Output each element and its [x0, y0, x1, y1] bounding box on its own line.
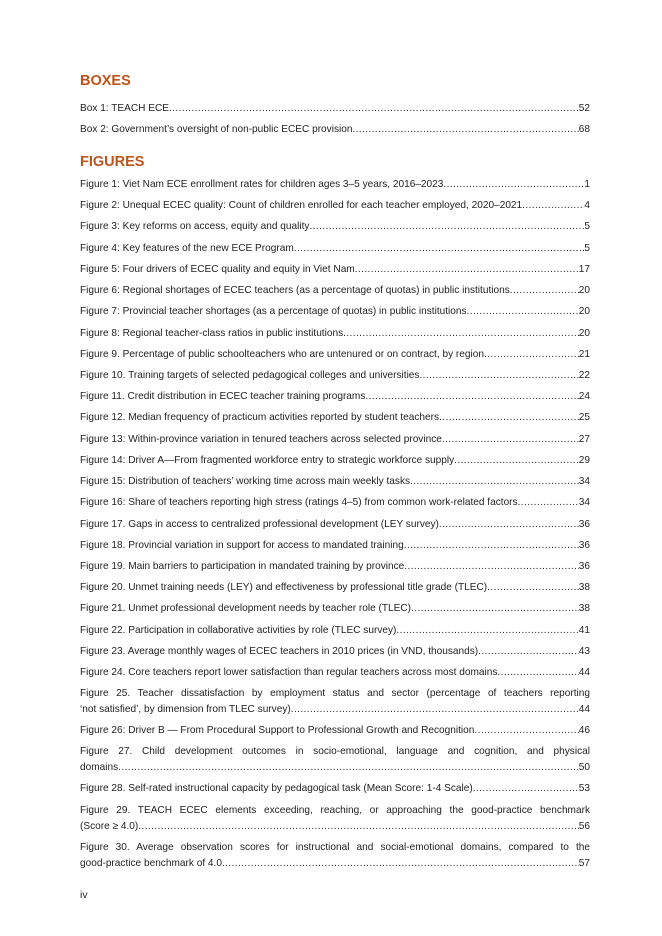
dot-leader	[419, 368, 578, 383]
toc-entry-page: 56	[578, 820, 590, 832]
toc-entry-page: 5	[584, 221, 590, 233]
dot-leader	[365, 389, 578, 404]
toc-entry-label: Figure 13: Within-province variation in tenured teachers across selected province	[80, 433, 442, 445]
dot-leader	[294, 241, 585, 256]
toc-entry-label: Figure 2: Unequal ECEC quality: Count of children enrolled for each teacher employed, 2020–2021	[80, 200, 523, 212]
toc-entry-label: Figure 20. Unmet training needs (LEY) and effectiveness by professional title grade (TLEC)	[80, 582, 488, 594]
toc-entry-label: Figure 5: Four drivers of ECEC quality and equity in Viet Nam	[80, 263, 355, 275]
boxes-list	[80, 101, 590, 143]
toc-entry-label: Figure 15: Distribution of teachers’ working time across main weekly tasks	[80, 476, 411, 488]
dot-leader	[439, 517, 579, 532]
dot-leader	[454, 453, 579, 468]
toc-entry[interactable]	[80, 283, 590, 298]
toc-entry[interactable]	[80, 744, 590, 775]
toc-entry-label: Figure 11. Credit distribution in ECEC teacher training programs	[80, 391, 366, 403]
toc-entry-label: Figure 8: Regional teacher-class ratios in public institutions	[80, 327, 344, 339]
toc-entry-page: 5	[584, 242, 590, 254]
dot-leader	[518, 495, 579, 510]
dot-leader	[410, 474, 579, 489]
dot-leader	[510, 283, 579, 298]
dot-leader	[352, 122, 578, 137]
toc-entry-label: Box 1: TEACH ECE	[80, 103, 170, 114]
toc-entry-label-continued: domains	[80, 762, 119, 774]
toc-entry-page: 38	[578, 582, 590, 594]
toc-entry-label: Figure 1: Viet Nam ECE enrollment rates for children ages 3–5 years, 2016–2023	[80, 179, 444, 190]
toc-entry-page: 4	[584, 200, 590, 212]
toc-entry[interactable]	[80, 644, 590, 659]
toc-entry-label: Figure 7: Provincial teacher shortages (as a percentage of quotas) in public institutions	[80, 306, 467, 318]
dot-leader	[474, 723, 578, 738]
toc-entry-page: 20	[578, 285, 590, 297]
toc-entry[interactable]	[80, 559, 590, 574]
dot-leader	[478, 644, 579, 659]
toc-entry-label: Figure 25. Teacher dissatisfaction by employment status and sector (percentage of teachers reporting	[80, 688, 590, 700]
toc-entry-label: Figure 23. Average monthly wages of ECEC teachers in 2010 prices (in VND, thousands)	[80, 645, 479, 657]
toc-entry[interactable]	[80, 538, 590, 553]
toc-entry-label: Figure 29. TEACH ECEC elements exceeding, reaching, or approaching the good-practice benchmark	[80, 804, 590, 816]
toc-entry-label: Figure 10. Training targets of selected pedagogical colleges and universities	[80, 369, 420, 381]
toc-entry-label: Figure 30. Average observation scores for instructional and social-emotional domains, compared to the	[80, 841, 590, 853]
toc-entry[interactable]	[80, 347, 590, 362]
toc-entry-label: Figure 18. Provincial variation in support for access to mandated training	[80, 539, 404, 551]
toc-entry-page: 41	[578, 624, 590, 636]
toc-entry[interactable]	[80, 262, 590, 277]
toc-entry-label: Figure 19. Main barriers to participation in mandated training by province	[80, 560, 405, 572]
toc-entry[interactable]	[80, 410, 590, 425]
toc-entry-page: 22	[578, 369, 590, 381]
toc-entry-label: Figure 14: Driver A—From fragmented workforce entry to strategic workforce supply	[80, 454, 455, 466]
dot-leader	[439, 410, 579, 425]
toc-entry[interactable]	[80, 580, 590, 595]
dot-leader	[222, 856, 579, 872]
toc-entry-page: 52	[578, 103, 590, 114]
toc-entry[interactable]	[80, 803, 590, 834]
toc-entry-page: 50	[578, 762, 590, 774]
toc-entry-label: Figure 21. Unmet professional development needs by teacher role (TLEC)	[80, 603, 412, 615]
toc-entry-label-continued: good-practice benchmark of 4.0	[80, 857, 222, 869]
toc-entry-page: 29	[578, 454, 590, 466]
dot-leader	[118, 760, 579, 776]
toc-entry-page: 46	[578, 725, 590, 737]
dot-leader	[291, 702, 579, 718]
boxes-heading: BOXES	[80, 73, 131, 89]
dot-leader	[138, 819, 578, 835]
toc-entry-page: 27	[578, 433, 590, 445]
figures-heading: FIGURES	[80, 154, 145, 170]
toc-entry[interactable]	[80, 389, 590, 404]
toc-entry[interactable]	[80, 304, 590, 319]
toc-entry-label-continued: (Score ≥ 4.0)	[80, 820, 139, 832]
dot-leader	[355, 262, 579, 277]
toc-entry-page: 44	[578, 704, 590, 716]
toc-entry[interactable]	[80, 326, 590, 341]
dot-leader	[169, 101, 579, 116]
toc-entry[interactable]	[80, 840, 590, 871]
toc-entry-label: Box 2: Government’s oversight of non-public ECEC provision	[80, 124, 353, 136]
toc-entry[interactable]	[80, 623, 590, 638]
toc-entry-page: 57	[578, 857, 590, 869]
toc-entry-label: Figure 16: Share of teachers reporting high stress (ratings 4–5) from common work-related factors	[80, 497, 518, 509]
dot-leader	[467, 304, 579, 319]
toc-entry-page: 34	[578, 476, 590, 488]
toc-entry[interactable]	[80, 219, 590, 234]
toc-entry-page: 1	[584, 179, 590, 190]
toc-entry[interactable]	[80, 495, 590, 510]
figures-list	[80, 177, 590, 877]
dot-leader	[484, 347, 579, 362]
toc-entry-page: 36	[578, 560, 590, 572]
toc-entry-label: Figure 12. Median frequency of practicum activities reported by student teachers	[80, 412, 440, 424]
toc-entry-page: 21	[578, 348, 590, 360]
toc-entry-page: 25	[578, 412, 590, 424]
toc-entry-page: 34	[578, 497, 590, 509]
toc-entry-page: 43	[578, 645, 590, 657]
toc-entry-label-continued: ‘not satisfied’, by dimension from TLEC survey)	[80, 704, 291, 716]
toc-entry-page: 68	[578, 124, 590, 136]
toc-entry-label: Figure 17. Gaps in access to centralized professional development (LEY survey)	[80, 518, 439, 530]
toc-entry[interactable]	[80, 432, 590, 447]
toc-entry[interactable]	[80, 781, 590, 796]
toc-entry-page: 24	[578, 391, 590, 403]
dot-leader	[442, 432, 579, 447]
toc-entry-page: 20	[578, 306, 590, 318]
toc-entry[interactable]	[80, 517, 590, 532]
dot-leader	[404, 538, 579, 553]
toc-entry[interactable]	[80, 686, 590, 717]
toc-entry-label: Figure 9. Percentage of public schoolteachers who are untenured or on contract, by region	[80, 348, 484, 360]
dot-leader	[343, 326, 579, 341]
toc-entry[interactable]	[80, 723, 590, 738]
toc-entry-page: 36	[578, 518, 590, 530]
toc-entry[interactable]	[80, 122, 590, 137]
dot-leader	[404, 559, 578, 574]
toc-entry-page: 17	[578, 263, 590, 275]
page-number: iv	[80, 889, 88, 901]
dot-leader	[522, 198, 584, 213]
toc-entry-label: Figure 24. Core teachers report lower satisfaction than regular teachers across most domains	[80, 667, 498, 679]
toc-entry[interactable]	[80, 198, 590, 213]
toc-entry-page: 53	[578, 783, 590, 795]
dot-leader	[487, 580, 579, 595]
toc-entry-label: Figure 4: Key features of the new ECE Program	[80, 242, 294, 254]
dot-leader	[443, 177, 584, 192]
toc-entry[interactable]	[80, 601, 590, 616]
toc-entry[interactable]	[80, 177, 590, 192]
toc-entry-label: Figure 28. Self-rated instructional capacity by pedagogical task (Mean Score: 1-4 Scale)	[80, 783, 473, 795]
dot-leader	[411, 601, 579, 616]
toc-entry[interactable]	[80, 241, 590, 256]
toc-entry-page: 44	[578, 667, 590, 679]
toc-entry-label: Figure 27. Child development outcomes in socio-emotional, language and cognition, and physical	[80, 746, 590, 758]
dot-leader	[497, 665, 578, 680]
toc-entry-label: Figure 26: Driver B — From Procedural Support to Professional Growth and Recognition	[80, 725, 475, 737]
toc-entry-page: 20	[578, 327, 590, 339]
toc-entry[interactable]	[80, 101, 590, 116]
toc-entry-page: 36	[578, 539, 590, 551]
toc-entry-label: Figure 6: Regional shortages of ECEC teachers (as a percentage of quotas) in public institutions	[80, 285, 510, 297]
dot-leader	[473, 781, 579, 796]
toc-entry[interactable]	[80, 665, 590, 680]
toc-entry[interactable]	[80, 474, 590, 489]
dot-leader	[396, 623, 578, 638]
dot-leader	[309, 219, 584, 234]
toc-entry[interactable]	[80, 453, 590, 468]
toc-entry-page: 38	[578, 603, 590, 615]
toc-entry[interactable]	[80, 368, 590, 383]
toc-entry-label: Figure 3: Key reforms on access, equity and quality	[80, 221, 310, 233]
toc-entry-label: Figure 22. Participation in collaborative activities by role (TLEC survey)	[80, 624, 397, 636]
